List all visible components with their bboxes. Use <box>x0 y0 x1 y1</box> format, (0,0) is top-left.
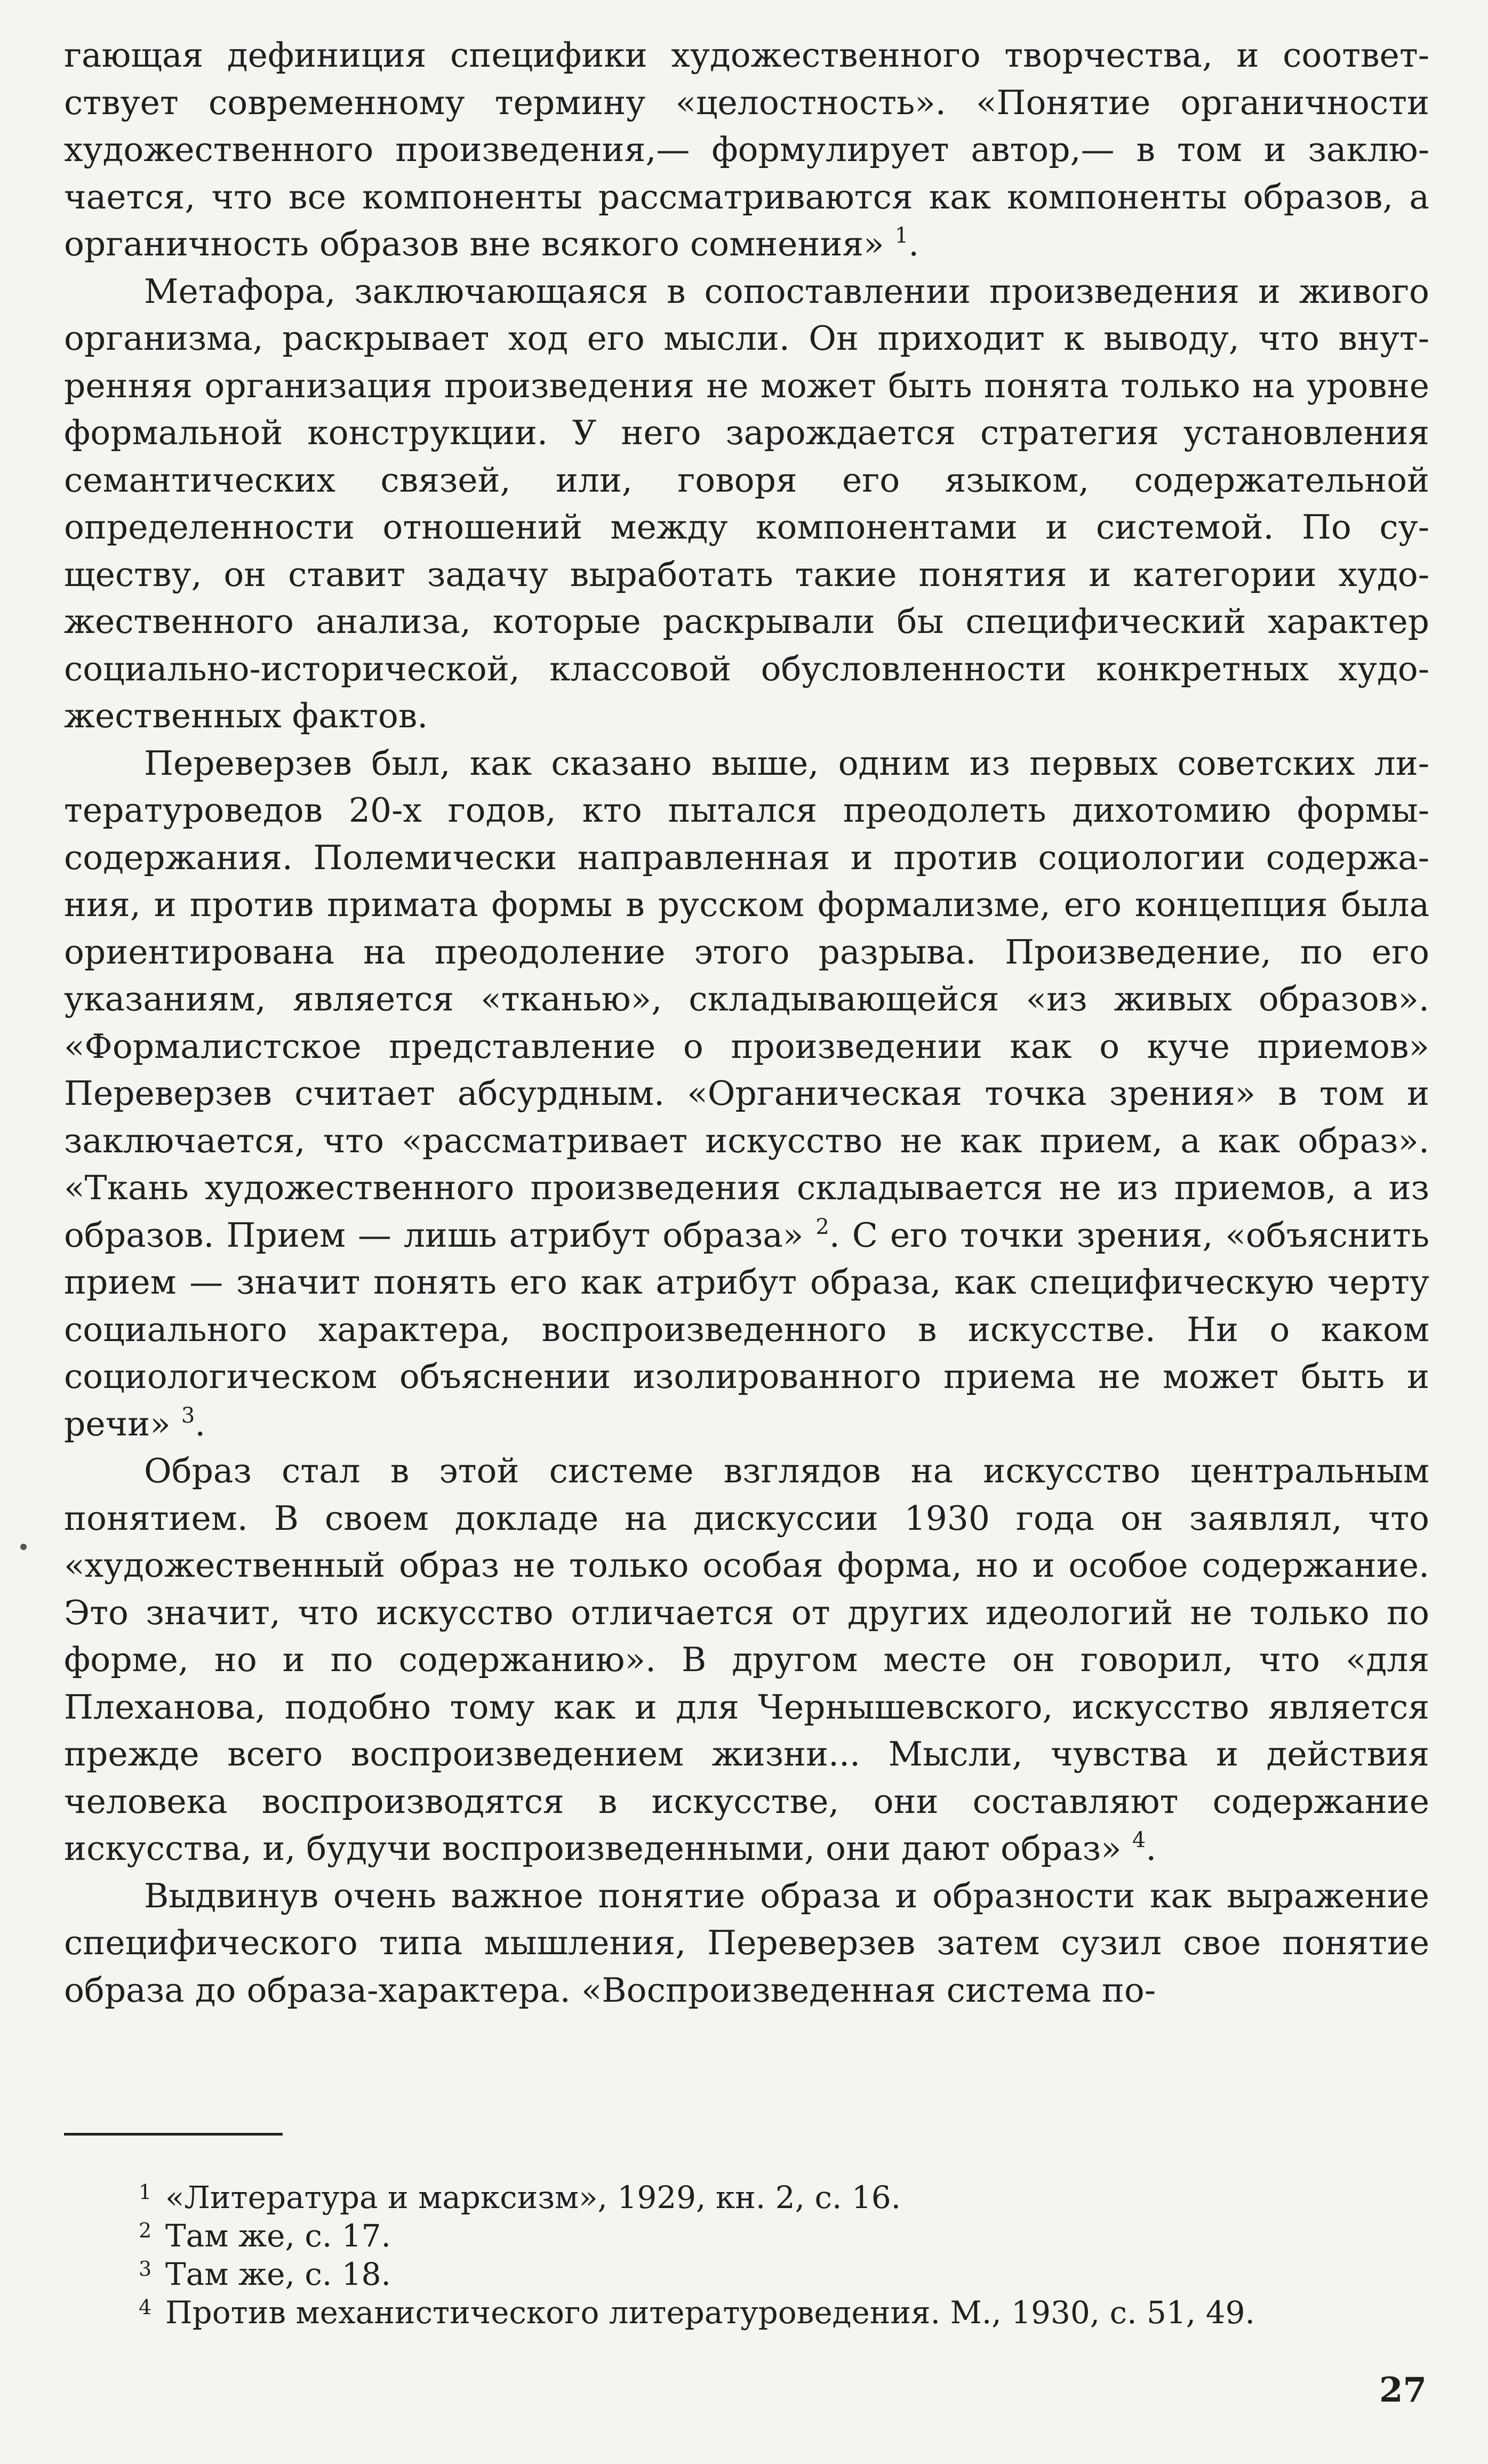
paragraph-3 <box>64 740 1429 1448</box>
paragraph-1 <box>64 32 1429 268</box>
paragraph-4-text-b: . <box>1146 1829 1157 1868</box>
footnote-1 <box>139 2178 1419 2217</box>
footnote-ref-3: 3 <box>181 1403 195 1428</box>
paragraph-3-text-b: . С его точки зрения, «объяснить прием — значит понять его как атрибут образа, как специфическую черту социального характера, воспроизведенного в искусстве. Ни о каком социологическом объяснении изолированного приема не может быть и речи» <box>64 1215 1430 1443</box>
footnotes <box>139 2178 1419 2332</box>
paragraph-3-text-c: . <box>195 1404 206 1443</box>
paragraph-4 <box>64 1448 1429 1873</box>
paragraph-1-text-a: гающая дефиниция специфики художественного творчества, и соответствует современному термину «целостность». «Понятие органичности художественного произведения,— формулирует автор,— в том и заключается, что все компоненты рассматриваются как компоненты образов, а органичность образов вне всякого сомнения» <box>64 36 1429 263</box>
footnote-number: 1 <box>139 2180 152 2204</box>
footnote-number: 3 <box>139 2257 152 2281</box>
paragraph-4-text-a: Образ стал в этой системе взглядов на искусство центральным понятием. В своем докладе на дискуссии 1930 года он заявлял, что «художественный образ не только особая форма, но и особое содержание. Это значит, что искусство отличается от других идеологий не только по форме, но и по содержанию». В другом месте он говорил, что «для Плеханова, подобно тому как и для Чернышевского, искусство является прежде всего воспроизведением жизни... Мысли, чувства и действия человека воспроизводятся в искусстве, они составляют содержание искусства, и, будучи воспроизведенными, они дают образ» <box>64 1451 1429 1868</box>
footnote-text: Против механистического литературоведения. М., 1930, с. 51, 49. <box>165 2294 1255 2331</box>
paragraph-5-text: Выдвинув очень важное понятие образа и образности как выражение специфического типа мышления, Переверзев затем сузил свое понятие образа до образа-характера. «Воспроизведенная система по- <box>64 1876 1429 2010</box>
page-body <box>64 32 1429 2014</box>
margin-dot <box>20 1544 27 1550</box>
footnote-ref-4: 4 <box>1132 1828 1146 1852</box>
footnote-number: 2 <box>139 2219 152 2242</box>
footnote-ref-2: 2 <box>815 1214 829 1239</box>
footnote-number: 4 <box>139 2296 152 2319</box>
footnote-text: «Литература и марксизм», 1929, кн. 2, с. 16. <box>165 2179 901 2216</box>
paragraph-3-text-a: Переверзев был, как сказано выше, одним из первых советских литературоведов 20-х годов, кто пытался преодолеть дихотомию формы-содержания. Полемически направленная и против социологии содержания, и против примата формы в русском формализме, его концепция была ориентирована на преодоление этого разрыва. Произведение, по его указаниям, является «тканью», складывающейся «из живых образов». «Формалистское представление о произведении как о куче приемов» Переверзев считает абсурдным. «Органическая точка зрения» в том и заключается, что «рассматривает искусство не как прием, а как образ». «Ткань художественного произведения складывается не из приемов, а из образов. Прием — лишь атрибут образа» <box>64 743 1429 1255</box>
footnote-text: Там же, с. 18. <box>165 2256 391 2292</box>
footnote-text: Там же, с. 17. <box>165 2218 391 2254</box>
page-number: 27 <box>1379 2370 1427 2410</box>
footnote-ref-1: 1 <box>894 223 909 248</box>
paragraph-2 <box>64 268 1429 740</box>
paragraph-2-text: Метафора, заключающаяся в сопоставлении произведения и живого организма, раскрывает ход его мысли. Он приходит к выводу, что внутренняя организация произведения не может быть понята только на уровне формальной конструкции. У него зарождается стратегия установления семантических связей, или, говоря его языком, содержательной определенности отношений между компонентами и системой. По существу, он ставит задачу выработать такие понятия и категории художественного анализа, которые раскрывали бы специфический характер социально-исторической, классовой обусловленности конкретных художественных фактов. <box>64 271 1429 735</box>
footnote-3 <box>139 2255 1419 2293</box>
paragraph-1-text-b: . <box>908 224 919 263</box>
footnote-2 <box>139 2217 1419 2255</box>
footnote-divider <box>64 2133 283 2136</box>
footnote-4 <box>139 2293 1419 2332</box>
paragraph-5 <box>64 1873 1429 2014</box>
